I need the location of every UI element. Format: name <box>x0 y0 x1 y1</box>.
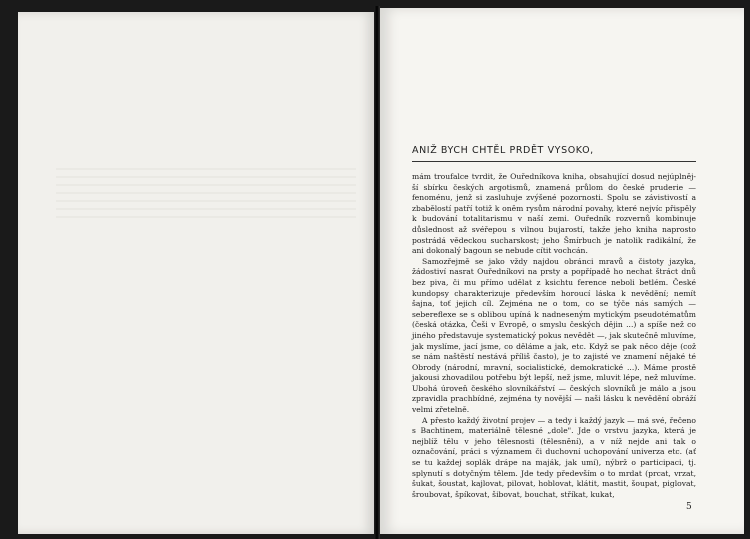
header-rule <box>412 161 696 162</box>
body-text <box>412 172 696 500</box>
page-number: 5 <box>686 502 692 512</box>
paragraph: Samozřejmě se jako vždy najdou obránci mravů a čistoty jazyka, žádostiví nasrat Ouředníkovi na prsty a popřípadě ho nechat štráct dnů bez piva, či mu přímo udělat z ksichtu ference neboli betlém. České kundopsy charakterizuje především horoucí láska k nevědění; nemít šajna, toť jejich cíl. Zejména ne o tom, co se týče nás samých — sebereflexe se s oblibou upíná k nadneseným mytickým pseudotématům (česká otázka, Češi v Evropě, o smyslu českých dějin ...) a spíše než co jiného představuje systematický pokus nevědět —, jak skutečně mluvíme, jak myslíme, jací jsme, co děláme a jak, etc. Když se pak něco děje (což se nám naštěstí nestává příliš často), je to zajisté ve znamení nějaké té Obrody (národní, mravní, socialistické, demokratické ...). Máme prostě jakousi zhovadilou potřebu být lepší, než jsme, mluvit lépe, než mluvíme. Ubohá úroveň českého slovníkářství — českých slovníků je málo a jsou zpravidla prachbídné, zejména ty novější — naši lásku k nevědění obráží velmi zřetelně. <box>412 256 696 415</box>
paragraph: A přesto každý životní projev — a tedy i každý jazyk — má své, řečeno s Bachtinem, materiálně tělesné „dole". Jde o vrstvu jazyka, která je nejblíž tělu v jeho tělesnosti (tělesnění), a v níž nejde ani tak o označování, práci s významem či duchovní uchopování univerza etc. (ať se tu každej soplák drápe na maják, jak umí), nýbrž o participaci, tj. splynutí s dotyčným tělem. Jde tedy především o to mrdat (prcat, vrzat, šukat, šoustat, kajlovat, pilovat, hoblovat, klátit, mastit, šoupat, piglovat, šroubovat, špíkovat, šibovat, bouchat, stříkat, kukat, <box>412 415 696 499</box>
left-page <box>18 12 374 534</box>
right-page <box>380 8 744 534</box>
running-head: ANIŽ BYCH CHTĚL PRDĚT VYSOKO, <box>412 145 594 156</box>
paragraph: mám troufalce tvrdit, že Ouředníkova kniha, obsahující dosud nejúplněj-ší sbírku českých argotismů, znamená průlom do české pruderie — fenoménu, jenž si zasluhuje zvýšené pozornosti. Spolu se závistivostí a zbabělostí patří totiž k oněm rysům národní povahy, které nejvíc přispěly k budování totalitarismu v naší zemi. Ouředník rozvernů kombinuje důslednost až svéřepou s vilnou bujarostí, takže jeho kniha naprosto postrádá vědeckou sucharskost; jeho Šmírbuch je natolik radikální, že ani dokonalý bagoun se nebude cítit vochcán. <box>412 172 696 256</box>
bleed-through-text <box>56 162 356 222</box>
